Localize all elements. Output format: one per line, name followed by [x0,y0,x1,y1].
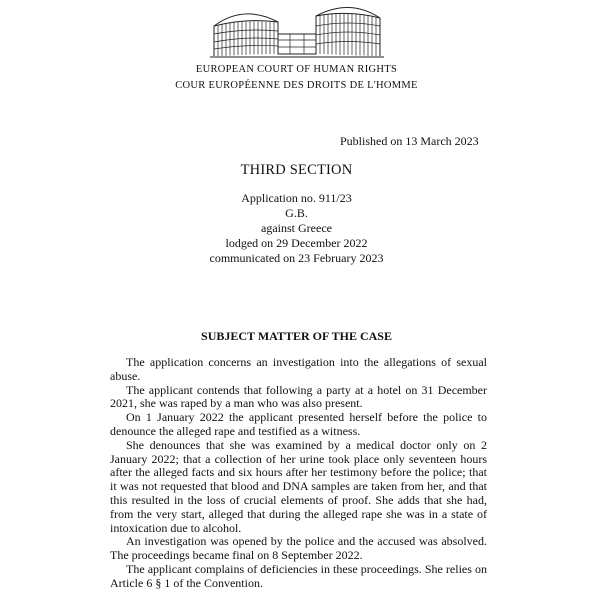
section-title: THIRD SECTION [240,162,353,178]
paragraph: The applicant contends that following a party at a hotel on 31 December 2021, she was raped by a man who was also present. [110,382,487,411]
application-details [0,191,593,266]
paragraph: An investigation was opened by the police and the accused was absolved. The proceedings became final on 8 September 2022. [110,534,487,563]
application-number: Application no. 911/23 [241,191,352,205]
paragraph: The application concerns an investigation into the allegations of sexual abuse. [110,355,487,383]
subject-heading: SUBJECT MATTER OF THE CASE [201,329,392,343]
applicant-name: G.B. [285,206,308,220]
lodged-date: lodged on 29 December 2022 [225,236,368,250]
paragraph: On 1 January 2022 the applicant presented herself before the police to denounce the alleged rape and testified as a witness. [110,410,487,438]
court-building-logo-icon [208,4,386,60]
communicated-date: communicated on 23 February 2023 [209,251,384,265]
court-name-english: EUROPEAN COURT OF HUMAN RIGHTS [195,64,398,75]
respondent-state: against Greece [261,221,332,235]
paragraph: She denounces that she was examined by a medical doctor only on 2 January 2022; that a collection of her urine took place only seventeen hours after the alleged facts and six hours after her testimony before the police; that it was not requested that blood and DNA samples are taken from her, and that this resulted in the loss of crucial elements of proof. She adds that she had, from the very start, alleged that during the alleged rape she was in a state of intoxication due to alcohol. [110,437,487,535]
court-name-french: COUR EUROPÉENNE DES DROITS DE L'HOMME [175,80,418,91]
paragraph: The applicant complains of deficiencies in these proceedings. She relies on Article 6 § 1 of the Convention. [110,561,487,590]
publication-date: Published on 13 March 2023 [340,134,479,148]
case-body [110,356,487,591]
